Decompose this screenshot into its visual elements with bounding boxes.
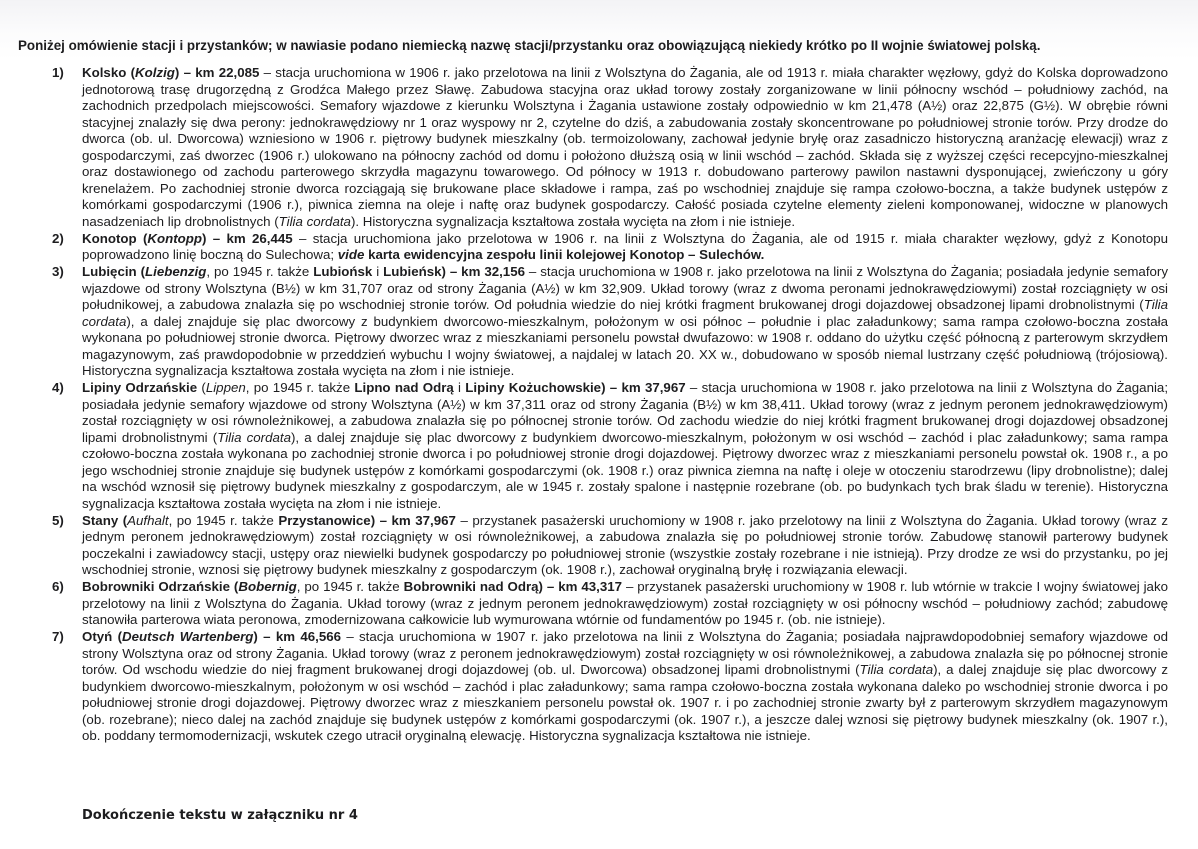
item-text [82,380,1168,511]
station-item [50,513,1168,579]
item-number: 3) [52,264,64,279]
item-number: 2) [52,230,64,246]
text-run: Lipiny Kożuchowskie) – km 37,967 [465,380,686,395]
text-run: – przystanek pasażerski uruchomiony w 1908 r. jako przelotowy na linii z Wolsztyna do Żagania. Układ torowy (wraz z jednym peronem jednokrawędziowym) został rozciągnięty w osi równoleżnikowej, a zabudowa znalazła się po południowej stronie torów. Zabudowę stanowił parterowy budynek poczekalni i zawiadowcy stacji, ustępy oraz niewielki budynek gospodarczy po południowej stronie (wszystkie zostały rozebrane i nie istnieją). Przy drodze ze wsi do przystanku, po jej wschodniej stronie, wznosi się piętrowy budynek mieszkalny z gospodarczym (ok. 1908 r.), zachował oryginalną bryłę i rozwiązania elewacji. [82,512,1169,577]
text-run: , po 1945 r. także [245,380,355,395]
text-run: ). Historyczna sygnalizacja kształtowa została wycięta na złom i nie istnieje. [350,213,796,229]
text-run: i [372,264,384,279]
text-run: Kolsko ( [82,65,136,80]
item-text [82,65,1168,229]
text-run: – stacja uruchomiona w 1907 r. jako przelotowa na linii z Wolsztyna do Żagania; posiadała najprawdopodobniej semafory wjazdowe od strony Wolsztyna oraz od strony Żagania. Układ torowy (wraz z peronem jednokrawędziowym) został rozciągnięty w osi równoleżnikowej, a zabudowa znalazła się po północnej stronie torów. Od wschodu wiedzie do niej fragment brukowanej drogi dojazdowej (ob. ul. Dworcowa) obsadzonej lipami drobnolistnymi ( [82,629,1169,677]
station-item [50,65,1168,230]
item-text [82,231,1168,263]
text-run: , po 1945 r. także [206,264,314,279]
item-number: 4) [52,380,64,395]
text-run: Lippen [205,380,246,395]
text-run: – stacja uruchomiona w 1908 r. jako przelotowa na linii z Wolsztyna do Żagania; posiadała jedynie semafory wjazdowe od strony Wolsztyna (B½) w km 31,707 oraz od strony Żagania (A½) w km 32,909. Układ torowy (wraz z dwoma peronami jednokrawędziowymi) został rozciągnięty w osi południkowej, a zabudowa znalazła się po wschodniej stronie torów. Od południa wiedzie do niej krótki fragment brukowanej drogi dojazdowej obsadzonej lipami drobnolistnymi ( [82,264,1168,312]
station-item [50,264,1168,380]
item-number: 5) [52,512,64,528]
text-run: karta ewidencyjna zespołu linii kolejowej Konotop – Sulechów. [364,247,765,262]
text-run: ), a dalej znajduje się plac dworcowy z budynkiem dworcowo-mieszkalnym, położonym w osi wschód – zachód i plac załadunkowy; sama rampa czołowo-boczna została wykonana daleko po wschodniej stronie dworca i po południowej stronie drogi dojazdowej. Piętrowy dworzec wraz z mieszkaniem personelu powstał ok. 1907 r. i po zachodniej stronie zwarty był z parterowym skrzydłem magazynowym (ob. rozebrane); nieco dalej na zachód znajduje się budynek ustępów z komórkami gospodarczymi (ok. 1907 r.), a jeszcze dalej wznosi się piętrowy budynek mieszkalny (ok. 1907 r.), ob. poddany termomodernizacji, wskutek czego utracił oryginalną elewację. Historyczna sygnalizacja kształtowa nie istnieje. [82,662,1168,743]
station-item [50,579,1168,629]
text-run: Konotop ( [82,230,148,246]
text-run: Lubięcin ( [82,264,146,279]
text-run: ), a dalej znajduje się plac dworcowy z budynkiem dworcowo-mieszkalnym, położonym w osi północ – południe i plac załadunkowy; sama rampa czołowo-boczna została wykonana po południowej stronie dworca. Piętrowy dworzec wraz z mieszkaniami personelu powstał dwufazowo: w 1908 r. oddano do użytku część północną z parterowym skrzydłem magazynowym, zaś prawdopodobnie w przeddzień wybuchu I wojny światowej, a najdalej w latach 20. XX w., dobudowano w sposób niemal lustrzany część południową (trójosiową). Historyczna sygnalizacja kształtowa została wycięta na złom i nie istnieje. [82,313,1168,378]
item-number: 6) [52,579,64,594]
text-run: Bobrowniki nad Odrą) – km 43,317 [403,579,623,594]
text-run: – stacja uruchomiona jako przelotowa w 1906 r. na linii z Wolsztyna do Żagania, ale od 1915 r. miała charakter węzłowy, gdyż z Konotopu poprowadzono linię boczną do Sulechowa; [82,230,1168,262]
text-run: Lipno nad Odrą [354,380,454,395]
text-run: Stany ( [82,512,128,528]
text-run: Kontopp [147,230,203,246]
text-run: Kolzig [135,65,175,80]
continuation-note: Dokończenie tekstu w załączniku nr 4 [82,808,358,823]
item-text [82,579,1168,627]
text-run: – stacja uruchomiona w 1908 r. jako przelotowa na linii z Wolsztyna do Żagania; posiadała jedynie semafory wjazdowe od strony Wolsztyna (A½) w km 37,311 oraz od strony Żagania (B½) w km 38,411. Układ torowy (wraz z jednym peronem jednokrawędziowym) został rozciągnięty w osi równoleżnikowej, a zabudowa znalazła się po północnej stronie torów. Od zachodu wiedzie do niej krótki fragment brukowanej drogi dojazdowej obsadzonej lipami drobnolistnymi ( [82,380,1169,445]
text-run: Tilia cordata [859,662,934,677]
intro-heading: Poniżej omówienie stacji i przystanków; w nawiasie podano niemiecką nazwę stacji/przystanku oraz obowiązującą niekiedy krótko po II wojnie światowej polską. [18,38,1041,53]
text-run: ( [197,380,206,395]
item-text [82,629,1168,743]
item-text [82,264,1168,378]
text-run: Przystanowice) – km 37,967 [278,512,456,528]
station-item [50,380,1168,512]
text-run: Lubiońsk [313,264,373,279]
text-run: Lubieńsk) – km 32,156 [383,264,525,279]
text-run: Tilia cordata [278,213,351,229]
text-run: ) – km 46,566 [253,629,342,644]
text-run: – przystanek pasażerski uruchomiony w 1908 r. lub wtórnie w trakcie I wojny światowej jako przelotowy na linii z Wolsztyna do Żagania. Układ torowy (wraz z jednym peronem jednokrawędziowym) został rozciągnięty w osi północny wschód – południowy zachód; zabudowę stanowiła parterowa wiata peronowa, zmodernizowana całkowicie lub wymurowana wtórnie od fundamentów po 1945 r. (ob. nie istnieje). [82,579,1168,627]
text-run: Lipiny Odrzańskie [82,380,198,395]
text-run: Bobrowniki Odrzańskie ( [82,579,239,594]
text-run: Liebenzig [145,264,207,279]
text-run: Aufhalt [127,512,169,528]
text-run: , po 1945 r. także [168,512,279,528]
text-run: ) – km 22,085 [174,65,260,80]
text-run: , po 1945 r. także [296,579,404,594]
text-run: Deutsch Wartenberg [122,629,254,644]
station-item [50,231,1168,264]
item-text [82,513,1168,578]
text-run: ), a dalej znajduje się plac dworcowy z budynkiem dworcowo-mieszkalnym, położonym w osi wschód – zachód i plac załadunkowy; sama rampa czołowo-boczna została wykonana po zachodniej stronie dworca i po południowej stronie drogi dojazdowej. Piętrowy dworzec wraz z mieszkaniami personelu powstał ok. 1908 r., a po jego wschodniej stronie znajduje się budynek ustępów z komórkami gospodarczymi (ok. 1908 r.) oraz piwnica ziemna na naftę i oleje w otoczeniu starodrzewu (lipy drobnolistne); dalej na wschód wznosił się piętrowy budynek mieszkalny z gospodarczym, ale w 1945 r. zostały spalone i następnie rozebrane (ob. po budynkach tych brak śladu w terenie). Historyczna sygnalizacja kształtowa została wycięta na złom i nie istnieje. [82,429,1168,511]
text-run: – stacja uruchomiona w 1906 r. jako przelotowa na linii z Wolsztyna do Żagania, ale od 1913 r. miała charakter węzłowy, gdyż do Kolska doprowadzono jednotorową trasę drugorzędną z Grodźca Małego przez Sławę. Zabudowa stacyjna oraz układ torowy zostały zorganizowane w linii północny wschód – południowy zachód, na zachodnich przedpolach miejscowości. Semafory wjazdowe z kierunku Wolsztyna i Żagania ustawione zostały odpowiednio w km 21,478 (A½) oraz 22,875 (G½). W obrębie równi stacyjnej znalazły się dwa perony: jednokrawędziowy nr 1 oraz wyspowy nr 2, czytelne do dziś, a zabudowania zostały skoncentrowane po południowej stronie torów. Przy drodze do dworca (ob. ul. Dworcowa) wzniesiono w 1906 r. piętrowy budynek mieszkalny (ob. termoizolowany, zachował jedynie bryłę oraz zasadniczo historyczną aranżację elewacji) wraz z gospodarczymi, zaś dworzec (1906 r.) ulokowano na północny zachód od domu i położono dłuższą osią w linii wschód – zachód. Składa się z wyższej części recepcyjno-mieszkalnej oraz dostawionego od zachodu parterowego skrzydła magazynu towarowego. Od północy w 1913 r. dobudowano parterowy pawilon nastawni dysponującej, zwieńczony u góry krenelażem. Po zachodniej stronie dworca rozciągają się brukowane place składowe i rampa, zaś po wschodniej znajduje się rampa czołowo-boczna, a także budynek ustępów z komórkami gospodarczymi (1906 r.), piwnica ziemna na oleje i naftę oraz budynek gospodarczy. Całość posiada czytelne elementy zieleni komponowanej, widoczne w planowych nasadzeniach lip drobnolistnych ( [82,65,1168,229]
text-run: Tilia cordata [217,429,291,445]
station-list [50,65,1168,745]
text-run: i [453,380,466,395]
item-number: 7) [52,629,64,644]
station-item [50,629,1168,745]
text-run: vide [337,247,365,262]
text-run: Tilia cordata [82,297,1168,329]
text-run: Otyń ( [82,629,123,644]
item-number: 1) [52,65,64,80]
text-run: Bobernig [238,579,297,594]
text-run: ) – km 26,445 [202,230,293,246]
